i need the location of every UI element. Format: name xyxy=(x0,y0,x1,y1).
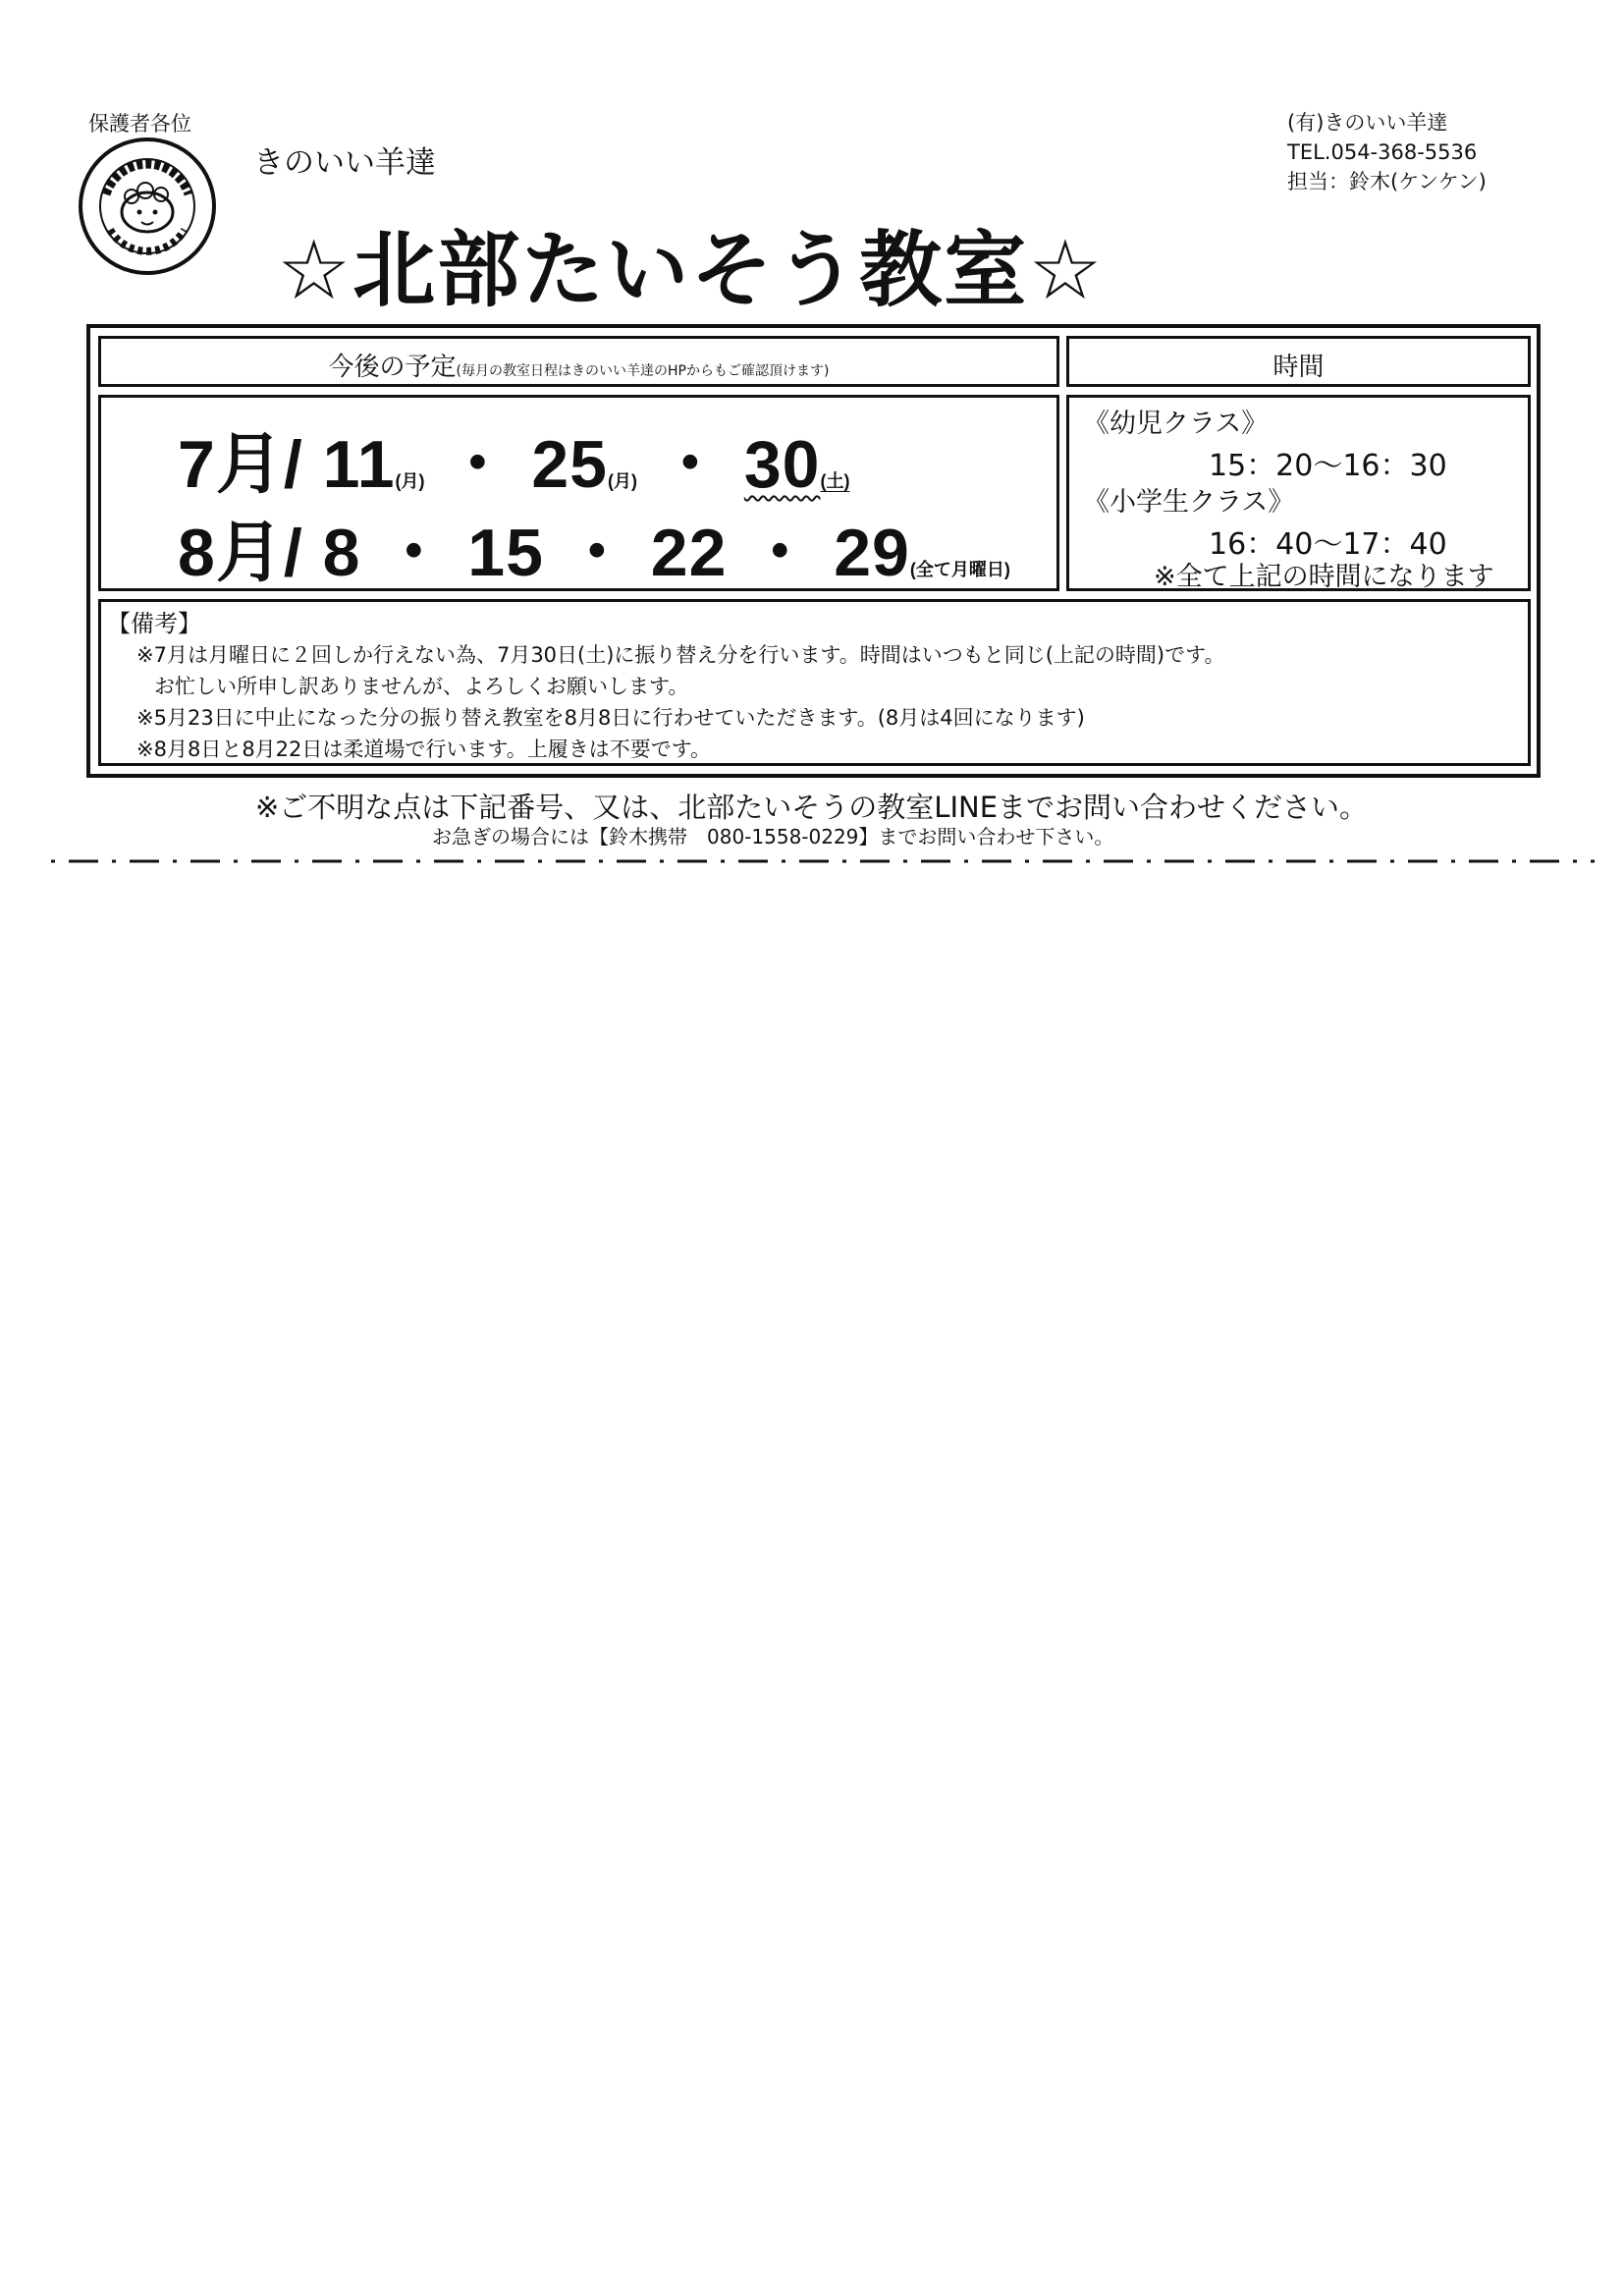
elementary-class-label: 《小学生クラス》 xyxy=(1083,487,1295,518)
august-date-1: 8 xyxy=(322,516,361,590)
sheep-logo-icon xyxy=(77,136,218,277)
urgent-contact-note: お急ぎの場合には【鈴木携帯 080-1558-0229】までお問い合わせ下さい。 xyxy=(432,825,1114,848)
schedule-header-cell xyxy=(98,336,1059,387)
company-name: (有)きのいい羊達 xyxy=(1287,111,1448,135)
schedule-dates-cell xyxy=(98,395,1059,591)
july-month: 7月/ xyxy=(178,427,303,502)
august-date-2: 15 xyxy=(467,516,544,590)
date-separator: ・ xyxy=(380,516,449,590)
page-title: ☆北部たいそう教室☆ xyxy=(277,222,1105,318)
time-header-cell xyxy=(1066,336,1531,387)
date-separator: ・ xyxy=(656,427,725,502)
time-header: 時間 xyxy=(1272,353,1325,382)
august-days-note: (全て月曜日) xyxy=(909,560,1010,579)
july-schedule xyxy=(178,411,849,507)
elementary-class-time: 16：40～17：40 xyxy=(1209,527,1447,562)
recipient-label: 保護者各位 xyxy=(88,112,191,136)
phone-number: TEL.054-368-5536 xyxy=(1287,140,1478,164)
schedule-header: 今後の予定 xyxy=(328,353,457,382)
july-date-3-day: (土) xyxy=(820,471,850,491)
notes-title: 【備考】 xyxy=(107,610,201,637)
july-date-2: 25 xyxy=(531,427,608,502)
august-date-3: 22 xyxy=(650,516,728,590)
note-line-1: ※7月は月曜日に２回しか行えない為、7月30日(土)に振り替え分を行います。時間はいつもと同じ(上記の時間)です。 xyxy=(136,643,1225,667)
date-separator: ・ xyxy=(444,427,513,502)
infant-class-label: 《幼児クラス》 xyxy=(1083,409,1269,439)
cut-line-divider xyxy=(51,858,1595,864)
august-date-4: 29 xyxy=(834,516,910,590)
schedule-header-note: (毎月の教室日程はきのいい羊達のHPからもご確認頂けます) xyxy=(456,363,830,379)
inquiry-note: ※ご不明な点は下記番号、又は、北部たいそうの教室LINEまでお問い合わせください。 xyxy=(255,791,1369,824)
contact-block xyxy=(1287,108,1487,196)
august-month: 8月/ xyxy=(178,516,303,590)
july-date-3: 30 xyxy=(743,427,821,502)
date-separator: ・ xyxy=(746,516,815,590)
infant-class-time: 15：20～16：30 xyxy=(1209,449,1447,483)
note-line-2: ※5月23日に中止になった分の振り替え教室を8月8日に行わせていただきます。(8月は4回になります) xyxy=(136,706,1085,730)
schedule-table xyxy=(86,324,1541,778)
organization-name: きのいい羊達 xyxy=(253,145,436,181)
july-date-2-day: (月) xyxy=(607,471,637,491)
note-line-3: ※8月8日と8月22日は柔道場で行います。上履きは不要です。 xyxy=(136,738,712,761)
notes-cell xyxy=(98,599,1531,766)
july-date-1-day: (月) xyxy=(395,471,425,491)
date-separator: ・ xyxy=(563,516,631,590)
note-line-1-continued: お忙しい所申し訳ありませんが、よろしくお願いします。 xyxy=(154,675,689,698)
class-times-cell xyxy=(1066,395,1531,591)
august-schedule xyxy=(178,500,1010,595)
contact-person: 担当：鈴木(ケンケン) xyxy=(1287,170,1487,193)
time-note: ※全て上記の時間になります xyxy=(1154,562,1494,592)
july-date-1: 11 xyxy=(322,427,396,502)
